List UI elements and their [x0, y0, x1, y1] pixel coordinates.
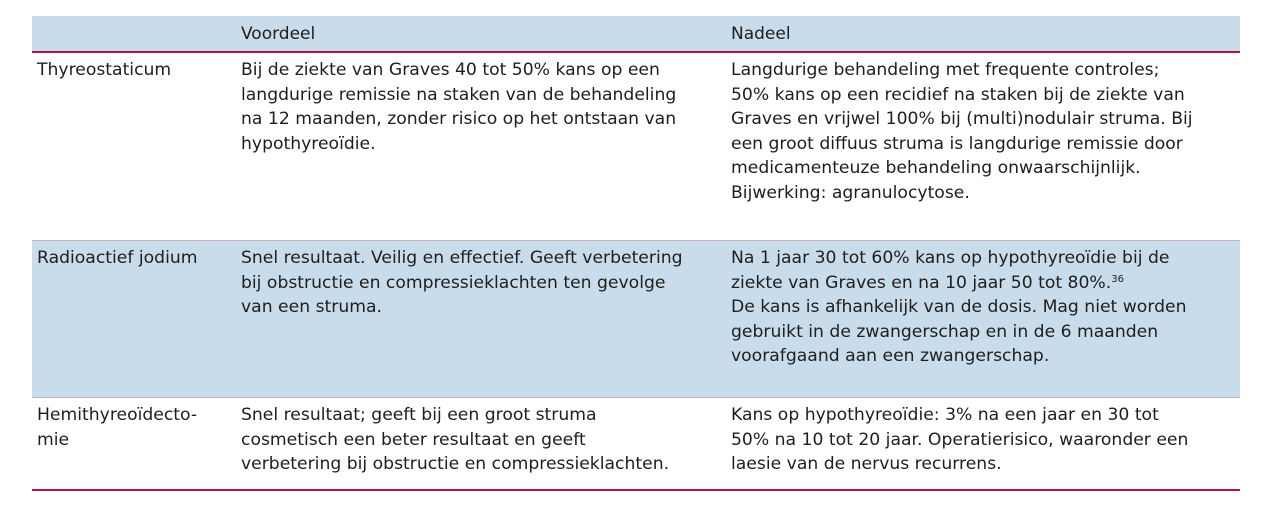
nadeel-line: De kans is afhankelijk van de dosis. Mag niet worden: [731, 297, 1187, 317]
nadeel-line: laesie van de nervus recurrens.: [731, 454, 1002, 474]
footnote-reference: 36: [1111, 273, 1124, 285]
voordeel-line: Snel resultaat; geeft bij een groot struma: [241, 405, 597, 425]
comparison-table: [32, 16, 1240, 491]
voordeel-line: langdurige remissie na staken van de behandeling: [241, 84, 677, 105]
nadeel-cell: [728, 246, 1240, 394]
table-row: [32, 241, 1240, 398]
header-cell-voordeel: Voordeel: [241, 24, 316, 44]
voordeel-line: Snel resultaat. Veilig en effectief. Geeft verbetering: [241, 248, 683, 268]
nadeel-line: 50% kans op een recidief na staken bij de ziekte van: [731, 84, 1185, 105]
treatment-name-cell: [32, 403, 237, 486]
nadeel-line: [731, 271, 1240, 296]
nadeel-line: een groot diffuus struma is langdurige remissie door: [731, 133, 1183, 154]
voordeel-line: bij obstructie en compressieklachten ten gevolge: [241, 272, 666, 293]
table-row: [32, 53, 1240, 241]
voordeel-line: hypothyreoïdie.: [241, 133, 376, 154]
treatment-name: Thyreostaticum: [37, 60, 172, 80]
nadeel-line: medicamenteuze behandeling onwaarschijnlijk.: [731, 158, 1141, 178]
nadeel-line: Bijwerking: agranulocytose.: [731, 182, 970, 203]
nadeel-line: 50% na 10 tot 20 jaar. Operatierisico, waaronder een: [731, 429, 1189, 450]
treatment-name: Hemithyreoïdecto-: [37, 405, 198, 425]
table-header: [32, 16, 1240, 53]
voordeel-cell: [237, 58, 728, 237]
treatment-name-cell: [32, 58, 237, 237]
nadeel-line-text: ziekte van Graves en na 10 jaar 50 tot 80%.: [731, 272, 1112, 293]
voordeel-cell: [237, 246, 728, 394]
voordeel-line: cosmetisch een beter resultaat en geeft: [241, 429, 586, 450]
nadeel-line: voorafgaand aan een zwangerschap.: [731, 346, 1050, 366]
nadeel-line: Na 1 jaar 30 tot 60% kans op hypothyreoïdie bij de: [731, 248, 1170, 268]
voordeel-line: na 12 maanden, zonder risico op het ontstaan van: [241, 109, 677, 129]
table-row: [32, 398, 1240, 491]
nadeel-cell: [728, 403, 1240, 486]
nadeel-cell: [728, 58, 1240, 237]
header-cell-name: [32, 16, 237, 21]
nadeel-line: Kans op hypothyreoïdie: 3% na een jaar en 30 tot: [731, 405, 1159, 425]
voordeel-line: verbetering bij obstructie en compressieklachten.: [241, 454, 670, 474]
treatment-name: Radioactief jodium: [37, 248, 198, 268]
nadeel-line: Langdurige behandeling met frequente controles;: [731, 60, 1160, 80]
voordeel-line: van een struma.: [241, 297, 382, 317]
header-cell-nadeel: Nadeel: [731, 24, 791, 44]
nadeel-line: gebruikt in de zwangerschap en in de 6 maanden: [731, 321, 1159, 342]
treatment-name-cell: [32, 246, 237, 394]
treatment-name: mie: [37, 429, 70, 450]
nadeel-line: Graves en vrijwel 100% bij (multi)nodulair struma. Bij: [731, 109, 1193, 129]
voordeel-line: Bij de ziekte van Graves 40 tot 50% kans op een: [241, 60, 660, 80]
voordeel-cell: [237, 403, 728, 486]
